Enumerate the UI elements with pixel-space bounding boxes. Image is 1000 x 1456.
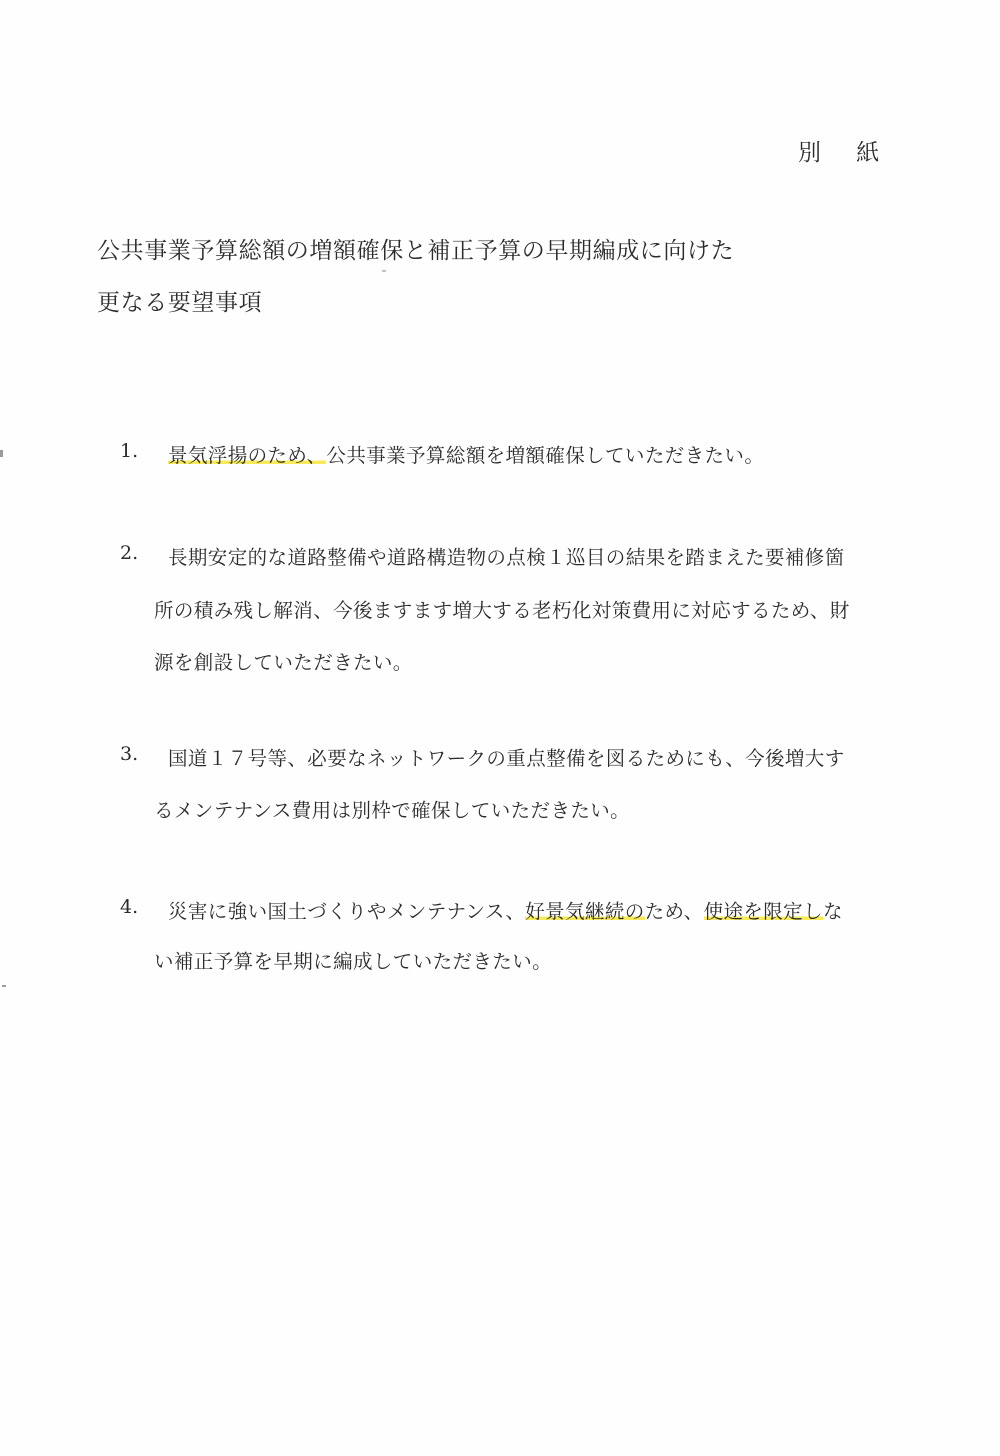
item-number: 2. — [120, 542, 139, 564]
item-text: 災害に強い国土づくりやメンテナンス、 — [168, 900, 526, 923]
item-number: 3. — [120, 743, 139, 765]
item-text-line: 国道１７号等、必要なネットワークの重点整備を図るためにも、今後増大す — [168, 747, 845, 770]
scan-mark — [382, 270, 386, 272]
item-text-line: 源を創設していただきたい。 — [154, 651, 413, 674]
document-title-line-1: 公共事業予算総額の増額確保と補正予算の早期編成に向けた — [97, 238, 735, 264]
item-text-line: 所の積み残し解消、今後ますます増大する老朽化対策費用に対応するため、財 — [154, 599, 850, 622]
attachment-label: 別 紙 — [798, 140, 894, 166]
item-text: な — [822, 900, 843, 923]
highlighted-text: 好景気継続の — [525, 900, 645, 923]
scan-mark — [2, 985, 6, 987]
item-text: ため、 — [644, 900, 704, 923]
item-text-line: るメンテナンス費用は別枠で確保していただきたい。 — [154, 799, 631, 822]
item-number: 4. — [120, 896, 139, 918]
item-text-line: い補正予算を早期に編成していただきたい。 — [154, 950, 553, 973]
scan-mark — [0, 450, 3, 457]
item-text-line — [168, 440, 764, 468]
item-text-line — [168, 896, 843, 924]
item-text: 公共事業予算総額を増額確保していただきたい。 — [326, 444, 765, 467]
highlighted-text: 景気浮揚のため、 — [168, 444, 327, 467]
highlighted-text: 使途を限定し — [703, 900, 823, 923]
document-title-line-2: 更なる要望事項 — [97, 290, 263, 316]
item-text-line: 長期安定的な道路整備や道路構造物の点検１巡目の結果を踏まえた要補修箇 — [168, 546, 845, 569]
item-number: 1. — [120, 440, 139, 462]
